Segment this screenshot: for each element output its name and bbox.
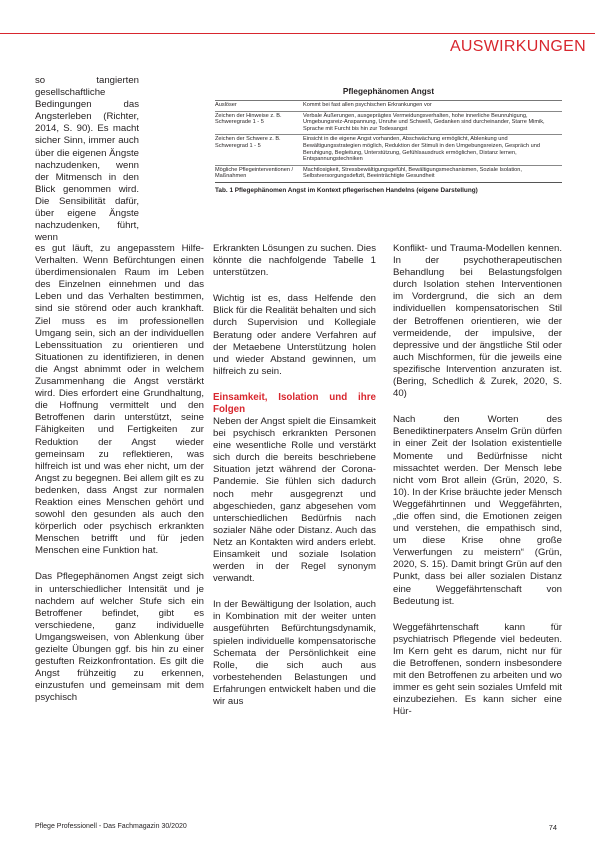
table-value: Verbale Äußerungen, ausgeprägtes Vermeidungsverhalten, hohe innerliche Beunruhigung, Umgebungsreiz-Anspannung, Unruhe und Schweiß, Gedanken sind durcheinander, Starre Mimik, Sprache mit Furcht bis hin zur Todesangst [303, 111, 562, 135]
paragraph: Nach den Worten des Benediktinerpaters Anselm Grün dürfen in einer Zeit der Isolation existentielle Momente und Bedürfnisse nicht missachtet werden. Der Mensch lebe nicht vom Brot allein (Grün, 2020, S. 10). In der Krise bräuchte jeder Mensch Weggefährtinnen und Weggefährten, „die offen sind, die Emotionen zeigen und verstehen, die empathisch sind, um diese Krise ohne große Verwerfungen zu meistern“ (Grün, 2020, S. 15). Damit bringt Grün auf den Punkt, dass bei aller sozialen Distanz eine Weggefährtenschaft von Bedeutung ist. [393, 414, 562, 607]
paragraph: In der Bewältigung der Isolation, auch in Kombination mit der weiter unten ausgeführten Befürchtungsdynamik, spielen individuelle kompensatorische Schemata der Persönlichkeit eine Rolle, die sich auch aus vorbestehenden Belastungen und Erfahrungen entwickelt haben und die wir aus [213, 599, 376, 707]
paragraph: Weggefährtenschaft kann für psychiatrisch Pflegende viel bedeuten. Im Kern geht es darum, nicht nur für die Betroffenen, sondern insbesondere mit den Betroffenen zu arbeiten und wo immer es geht sein soziales Umfeld mit einzubeziehen. Es kann sicher eine Hür- [393, 621, 562, 718]
footer-magazine: Pflege Professionell - Das Fachmagazin 30/2020 [35, 823, 187, 830]
page-number: 74 [548, 823, 557, 832]
paragraph: es gut läuft, zu angepasstem Hilfe-Verhalten. Wenn Befürchtungen einen überdimensionalen Raum im Leben des Einzelnen einnehmen und das Leben und das Verhalten bestimmen, sind sie störend oder auch krankhaft. Ziel muss es im professionellen Umgang sein, sich an der individuellen Lebenssituation zu orientieren und Situationen zu identifizieren, in denen die Angst abnimmt oder in welchem Zusammenhang die Angst verstärkt wird. Dies erfordert eine Grundhaltung, die Hoffnung vermittelt und den Betroffenen darin unterstützt, seine Fähigkeiten und Fertigkeiten zur Reduktion der Angst wieder gemeinsam zu reflektieren, was hilfreich ist und was eher nicht, um der Angst zu begegnen. Bei allem gilt es zu bedenken, dass Angst zur normalen Reaktion eines Menschen gehört und sowohl den gesunden als auch den körperlich oder psychisch erkrankten Menschen betrifft und für jeden Menschen eine Funktion hat. [35, 243, 204, 557]
column-2 [213, 243, 376, 722]
table-value: Einsicht in die eigene Angst vorhanden, Abschwächung ermöglicht, Ablenkung und Bewältigungsstrategien möglich, Reduktion der Stimuli in den Umgebungsreizen, Gespräch und Beruhigung, Begleitung, Unterstützung, Gefühlsausdruck ermöglichen, Distanz lernen, Entspannungstechniken [303, 135, 562, 165]
paragraph: Erkrankten Lösungen zu suchen. Dies könnte die nachfolgende Tabelle 1 unterstützen. [213, 243, 376, 279]
table-key: Auslöser [215, 101, 303, 111]
column-1 [35, 243, 204, 718]
table-key: Zeichen der Schwere z. B. Schweregrad 1 - 5 [215, 135, 303, 165]
paragraph: so tangierten gesellschaftliche Bedingungen das Angsterleben (Richter, 2014, S. 90). Es macht sicher Sinn, immer auch über die eigenen Ängste nachzudenken, wenn der Mitmensch in den Blick genommen wird. Die Sensibilität dafür, über eigene Ängste nachzudenken, führt, wenn [35, 75, 140, 244]
table-row [215, 165, 562, 182]
table-value: Kommt bei fast allen psychischen Erkrankungen vor [303, 101, 562, 111]
paragraph: Das Pflegephänomen Angst zeigt sich in unterschiedlicher Intensität und je nachdem auf welcher Stufe sich ein Betroffener befindet, gibt es verschiedene, ganz individuelle Umgangsweisen, von Ablenkung über gezielte Übungen ggf. bis hin zu einer gestuften Reizkonfrontation. Es gilt die Angst frühzeitig zu erkennen, einzustufen und gemeinsam mit dem psychisch [35, 571, 204, 704]
column-1-top [35, 75, 204, 244]
table-caption: Tab. 1 Pflegephänomen Angst im Kontext pflegerischen Handelns (eigene Darstellung) [215, 186, 478, 194]
table-body [215, 101, 562, 183]
table-value: Machtlosigkeit, Stressbewältigungsgefühl, Bewältigungsmechanismen, Soziale Isolation, Selbstversorgungsdefizit, Beeinträchtigte Gesundheit [303, 165, 562, 182]
table-row [215, 101, 562, 111]
column-3 [393, 243, 562, 732]
section-title: AUSWIRKUNGEN [449, 38, 586, 55]
table-key: Zeichen der Hinweise z. B. Schweregrade 1 - 5 [215, 111, 303, 135]
section-heading: Einsamkeit, Isolation und ihre Folgen [213, 391, 376, 415]
table-key: Mögliche Pflegeinterventionen / Maßnahmen [215, 165, 303, 182]
paragraph: Konflikt- und Trauma-Modellen kennen. In der psychotherapeutischen Behandlung bei Belastungsfolgen durch Isolation stehen Interventionen im Vordergrund, die sich an dem individuellen kompensatorischen Stil der Betroffenen orientieren, wie der vermeidende, der impulsive, der depressive und der ängstliche Stil oder auch Mischformen, für die jeweils eine spezifische Intervention anzuraten ist. (Bering, Schedlich & Zurek, 2020, S. 40) [393, 243, 562, 400]
table-row [215, 135, 562, 165]
paragraph: Neben der Angst spielt die Einsamkeit bei psychisch erkrankten Personen eine wesentliche Rolle und verstärkt sich durch die bereits beschriebene Situation jetzt während der Corona-Pandemie. Sie fühlen sich dadurch noch mehr ausgegrenzt und abgeschieden, ganz abgesehen vom unterschiedlichen Bedürfnis nach sozialer Nähe oder Distanz. Auch das Netz an Kontakten wird anders erlebt. Einsamkeit und soziale Isolation werden in der Regel synonym verwandt. [213, 415, 376, 585]
table-title: Pflegephänomen Angst [215, 86, 562, 101]
table-row [215, 111, 562, 135]
phenomenon-table [215, 86, 562, 194]
header-rule [0, 33, 595, 34]
paragraph: Wichtig ist es, dass Helfende den Blick für die Realität behalten und sich durch Supervision und Kollegiale Beratung oder andere Verfahren auf der Metaebene Unterstützung holen und wieder Abstand gewinnen, um hilfreich zu sein. [213, 293, 376, 377]
